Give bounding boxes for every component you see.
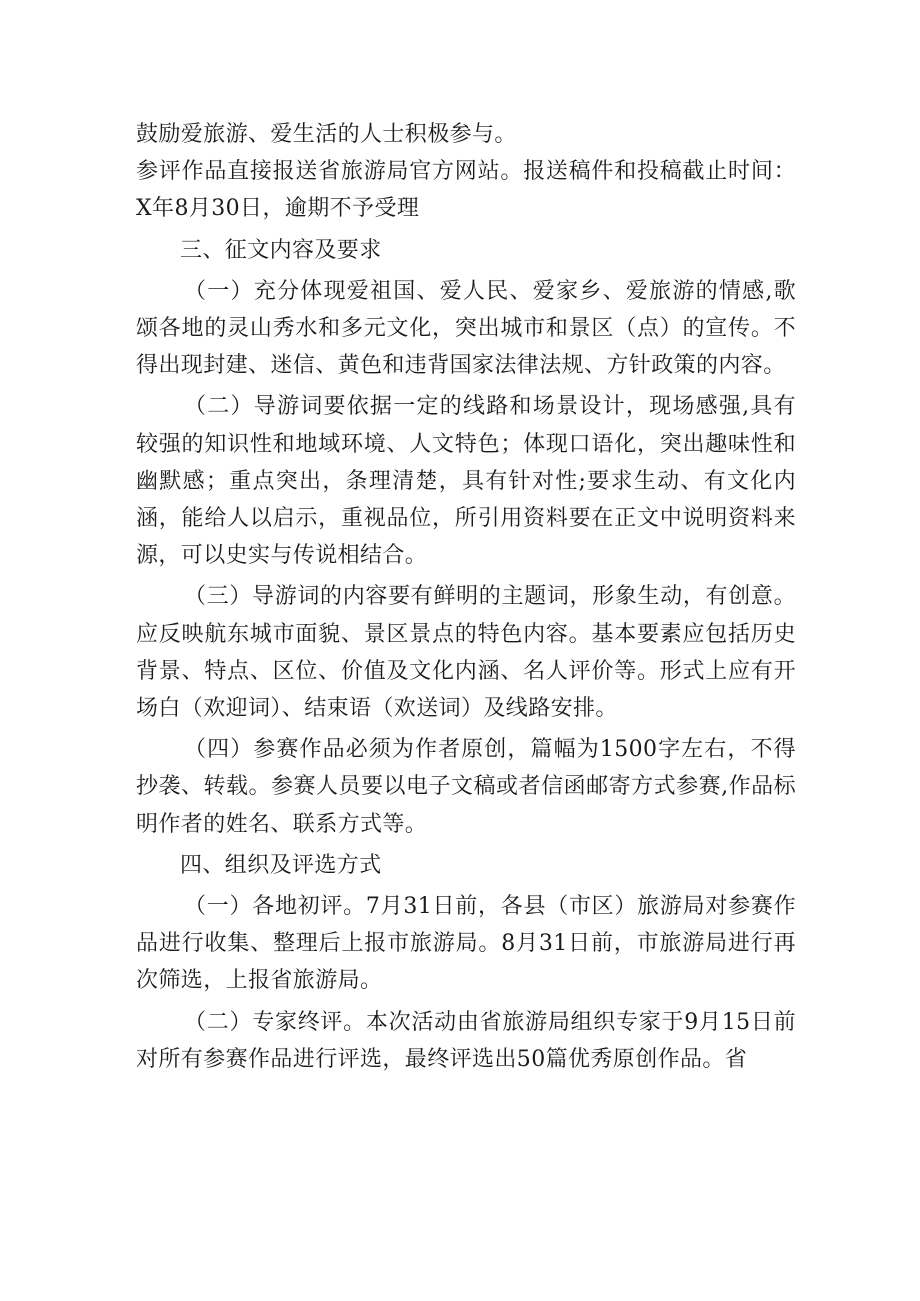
- section-heading-content-requirements: 三、征文内容及要求: [180, 237, 382, 263]
- paragraph-organization-1: （一）各地初评。7月31日前，各县（市区）旅游局对参赛作品进行收集、整理后上报市旅游局。8月31日前，市旅游局进行再次筛选，上报省旅游局。: [136, 894, 796, 994]
- paragraph-requirement-2: （二）导游词要依据一定的线路和场景设计，现场感强,具有较强的知识性和地域环境、人文特色；体现口语化，突出趣味性和幽默感；重点突出，条理清楚，具有针对性;要求生动、有文化内涵，能给人以启示，重视品位，所引用资料要在正文中说明资料来源，可以史实与传说相结合。: [136, 394, 796, 569]
- paragraph-requirement-3: （三）导游词的内容要有鲜明的主题词，形象生动，有创意。应反映航东城市面貌、景区景点的特色内容。基本要素应包括历史背景、特点、区位、价值及文化内涵、名人评价等。形式上应有开场白（欢迎词）、结束语（欢送词）及线路安排。: [136, 584, 796, 722]
- paragraph-requirement-4: （四）参赛作品必须为作者原创，篇幅为1500字左右，不得抄袭、转载。参赛人员要以电子文稿或者信函邮寄方式参赛,作品标明作者的姓名、联系方式等。: [136, 737, 796, 837]
- section-heading-organization: 四、组织及评选方式: [180, 852, 382, 878]
- document-body: [136, 116, 796, 1078]
- paragraph-encourage: 鼓励爱旅游、爱生活的人士积极参与。: [136, 122, 517, 147]
- paragraph-organization-2: （二）专家终评。本次活动由省旅游局组织专家于9月15日前对所有参赛作品进行评选，最终评选出50篇优秀原创作品。省: [136, 1009, 796, 1072]
- paragraph-submission-deadline: 参评作品直接报送省旅游局官方网站。报送稿件和投稿截止时间：X年8月30日，逾期不予受理: [136, 159, 796, 222]
- paragraph-requirement-1: （一）充分体现爱祖国、爱人民、爱家乡、爱旅游的情感,歌颂各地的灵山秀水和多元文化，突出城市和景区（点）的宣传。不得出现封建、迷信、黄色和违背国家法律法规、方针政策的内容。: [136, 278, 796, 379]
